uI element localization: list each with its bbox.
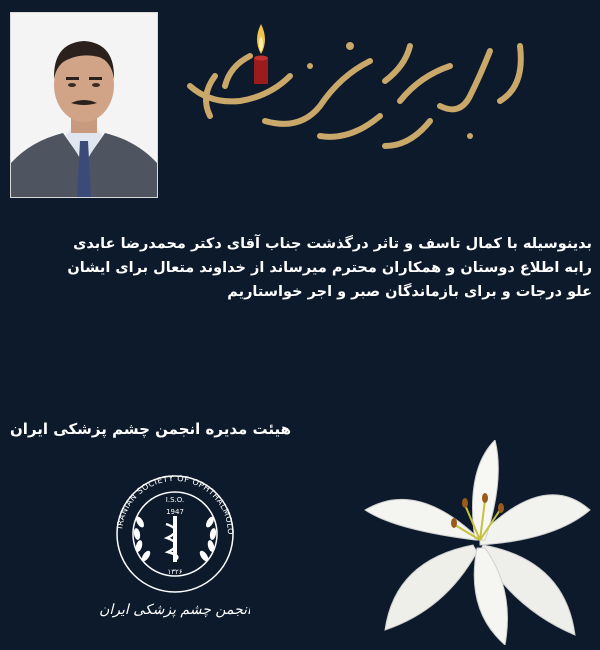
message-line-1: بدینوسیله با کمال تاسف و تاثر درگذشت جناب آقای دکتر محمدرضا عابدی: [73, 236, 592, 252]
message-line-2: رابه اطلاع دوستان و همکاران محترم میرساند از خداوند متعال برای ایشان: [67, 260, 592, 276]
logo-year-persian: ۱۳۲۶: [167, 568, 183, 576]
signature-text: هیئت مدیره انجمن چشم پزشکی ایران: [10, 420, 292, 438]
logo-persian-name: انجمن چشم پزشکی ایران: [100, 602, 250, 618]
logo-ring-text: IRANIAN SOCIETY OF OPHTHALMOLO: [115, 473, 236, 536]
logo-year: 1947: [166, 508, 184, 516]
calligraphy-artwork: [170, 6, 545, 166]
society-logo: [100, 452, 250, 640]
lily-flower-image: [355, 440, 595, 645]
logo-abbr: I.S.O.: [165, 496, 185, 504]
condolence-message: [8, 232, 592, 304]
message-line-3: علو درجات و برای بازماندگان صبر و اجر خواستاریم: [227, 284, 592, 300]
portrait-photo: [10, 12, 158, 198]
